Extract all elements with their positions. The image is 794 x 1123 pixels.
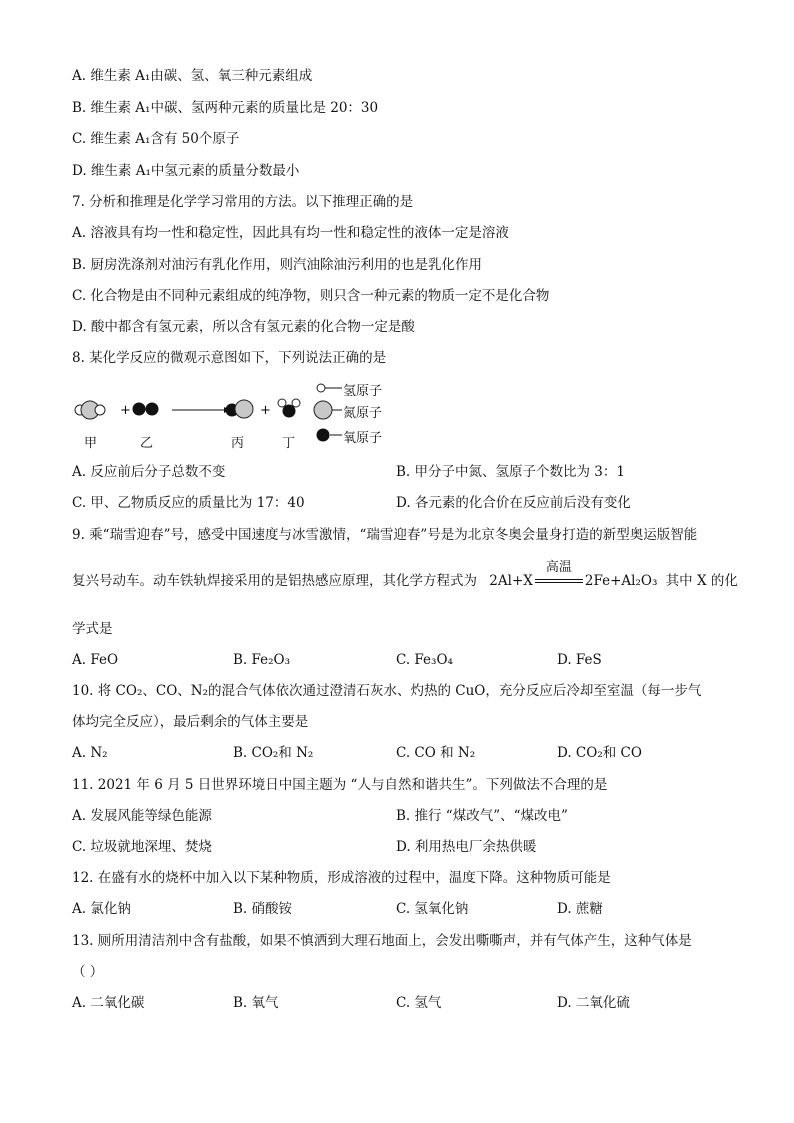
q7-option-d: D. 酸中都含有氢元素，所以含有氢元素的化合物一定是酸 (72, 319, 415, 335)
equation-condition: 高温 (545, 559, 572, 575)
equation-left: 2Al+X (489, 573, 533, 589)
q10-option-d: D. CO₂和 CO (557, 745, 642, 761)
q7-stem: 7. 分析和推理是化学学习常用的方法。以下推理正确的是 (72, 194, 414, 210)
plus-sign-1: + (120, 403, 131, 418)
q13-stem-line1: 13. 厕所用清洁剂中含有盐酸，如果不慎洒到大理石地面上，会发出嘶嘶声，并有气体产生，这种气体是 (72, 933, 692, 949)
q6-option-b: B. 维生素 A₁中碳、氢两种元素的质量比是 20：30 (72, 100, 379, 116)
q7-option-b: B. 厨房洗涤剂对油污有乳化作用，则汽油除油污利用的也是乳化作用 (72, 257, 483, 273)
q13-option-c: C. 氢气 (396, 995, 442, 1011)
q6-option-a: A. 维生素 A₁由碳、氢、氧三种元素组成 (72, 68, 313, 84)
molecule-yi (133, 403, 159, 416)
legend-nitrogen (314, 401, 342, 419)
molecule-jia (75, 401, 105, 419)
q12-option-a: A. 氯化钠 (72, 901, 131, 917)
q10-option-a: A. N₂ (72, 745, 108, 761)
q12-option-b: B. 硝酸铵 (233, 901, 293, 917)
q10-stem-line1: 10. 将 CO₂、CO、N₂的混合气体依次通过澄清石灰水、灼热的 CuO，充分反应后冷却至室温（每一步气 (72, 683, 702, 699)
label-jia: 甲 (84, 436, 98, 451)
plus-sign-2: + (260, 403, 271, 418)
q7-option-c: C. 化合物是由不同种元素组成的纯净物，则只含一种元素的物质一定不是化合物 (72, 288, 550, 304)
molecule-bing (226, 400, 254, 418)
q8-option-c: C. 甲、乙物质反应的质量比为 17：40 (72, 495, 305, 511)
q9-stem-line2 (72, 559, 738, 590)
q9-stem-line1: 9. 乘“瑞雪迎春”号，感受中国速度与冰雪激情，“瑞雪迎春”号是为北京冬奥会量身打造的新型奥运版智能 (72, 527, 698, 543)
equation-right: 2Fe+Al₂O₃ (584, 573, 658, 589)
q9-stem-pre: 复兴号动车。动车铁轨焊接采用的是铝热感应原理，其化学方程式为 (72, 573, 477, 589)
reaction-arrow (172, 407, 230, 413)
q12-stem: 12. 在盛有水的烧杯中加入以下某种物质，形成溶液的过程中，温度下降。这种物质可能是 (72, 870, 611, 886)
molecule-ding (278, 399, 300, 418)
label-bing: 丙 (231, 436, 245, 451)
reaction-diagram (72, 380, 402, 450)
q10-option-c: C. CO 和 N₂ (396, 745, 476, 761)
q13-option-b: B. 氧气 (233, 995, 279, 1011)
q9-option-c: C. Fe₃O₄ (396, 652, 453, 668)
q9-stem-line3: 学式是 (72, 621, 113, 637)
q11-option-d: D. 利用热电厂余热供暖 (396, 839, 537, 855)
q12-option-d: D. 蔗糖 (557, 901, 603, 917)
q8-option-d: D. 各元素的化合价在反应前后没有变化 (396, 495, 631, 511)
legend-hydrogen-label: 氢原子 (343, 384, 383, 399)
label-yi: 乙 (140, 436, 154, 451)
equation-arrow (535, 559, 583, 587)
q8-option-b: B. 甲分子中氮、氢原子个数比为 3：1 (396, 464, 625, 480)
q6-option-c: C. 维生素 A₁含有 50个原子 (72, 131, 240, 147)
q11-stem: 11. 2021 年 6 月 5 日世界环境日中国主题为 “人与自然和谐共生”。下列做法不合理的是 (72, 777, 608, 793)
q9-option-a: A. FeO (72, 652, 119, 668)
q11-option-a: A. 发展风能等绿色能源 (72, 808, 212, 824)
q8-stem: 8. 某化学反应的微观示意图如下，下列说法正确的是 (72, 350, 387, 366)
legend-nitrogen-label: 氮原子 (343, 406, 383, 421)
q12-option-c: C. 氢氧化钠 (396, 901, 469, 917)
q8-option-a: A. 反应前后分子总数不变 (72, 464, 226, 480)
legend-oxygen-label: 氧原子 (343, 431, 383, 446)
q13-stem-line2: （ ） (72, 964, 104, 980)
legend-oxygen (317, 429, 343, 442)
q6-option-d: D. 维生素 A₁中氢元素的质量分数最小 (72, 163, 300, 179)
q9-option-b: B. Fe₂O₃ (233, 652, 291, 668)
q9-option-d: D. FeS (557, 652, 602, 668)
q10-option-b: B. CO₂和 N₂ (233, 745, 314, 761)
q11-option-b: B. 推行 “煤改气”、“煤改电” (396, 808, 568, 824)
q11-option-c: C. 垃圾就地深埋、焚烧 (72, 839, 212, 855)
legend-hydrogen (317, 384, 342, 392)
label-ding: 丁 (282, 436, 296, 451)
q10-stem-line2: 体均完全反应），最后剩余的气体主要是 (72, 714, 309, 730)
q13-option-a: A. 二氧化碳 (72, 995, 145, 1011)
q7-option-a: A. 溶液具有均一性和稳定性，因此具有均一性和稳定性的液体一定是溶液 (72, 225, 509, 241)
q9-stem-post: 其中 X 的化 (665, 573, 738, 589)
q13-option-d: D. 二氧化硫 (557, 995, 630, 1011)
